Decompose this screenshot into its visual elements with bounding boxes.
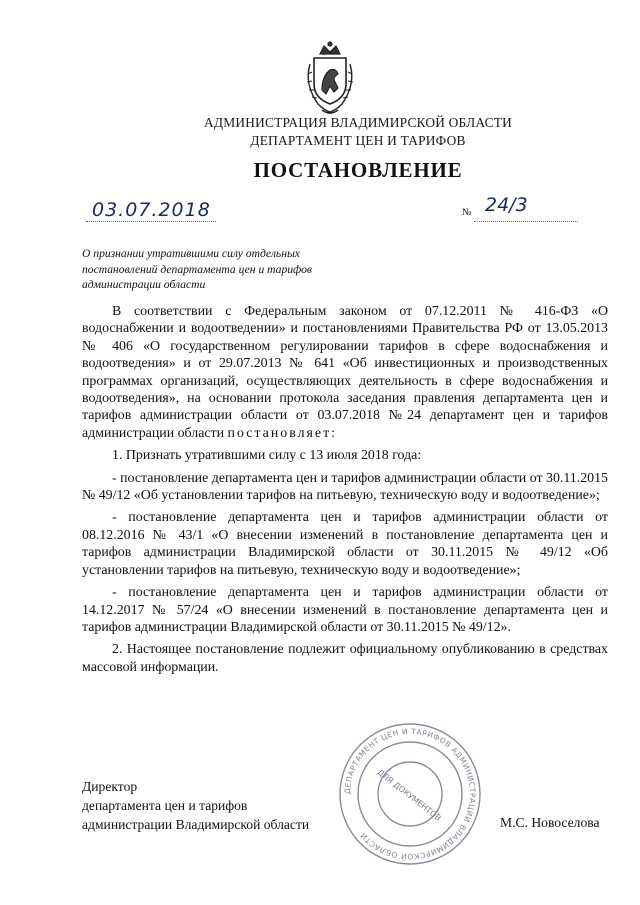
document-title: ПОСТАНОВЛЕНИЕ: [253, 158, 463, 182]
number-underline: [474, 221, 578, 223]
signatory-name: М.С. Новоселова: [500, 815, 600, 830]
signatory-line: департамента цен и тарифов: [82, 798, 248, 813]
intro-paragraph: [82, 303, 608, 442]
signatory-title: [82, 777, 309, 834]
intro-text: В соответствии с Федеральным законом от 07.12.2011 № 416-ФЗ «О водоснабжении и водоотведении» и постановлениями Правительства РФ от 13.05.2013 № 406 «О государственном регулировании тарифов в сфере водоснабжения и водоотведения» и от 29.07.2013 № 641 «Об инвестиционных и производственных программах организаций, осуществляющих деятельность в сфере водоснабжения и водоотведения», на основании протокола заседания правления департамента цен и тарифов администрации области от 03.07.2018 №24 департамент цен и тарифов администрации области: [82, 304, 608, 441]
document-number: 24/3: [485, 194, 528, 216]
subject-line: О признании утратившими силу отдельных: [82, 247, 300, 260]
subject-line: постановлений департамента цен и тарифов: [82, 262, 312, 276]
number-label: №: [462, 207, 472, 218]
bullet-paragraph: - постановление департамента цен и тарифов администрации области от 08.12.2016 № 43/1 «О внесении изменений в постановление департамента цен и тарифов администрации Владимирской области от 30.11.2015 № 49/12 «Об установлении тарифов на питьевую, техническую воду и водоотведение»;: [82, 510, 608, 578]
official-seal-icon: [335, 720, 485, 868]
signatory-line: администрации Владимирской области: [82, 817, 310, 832]
document-date: 03.07.2018: [92, 199, 211, 221]
document-body: [82, 303, 608, 681]
subject-line: администрации области: [82, 278, 206, 291]
stamp-center-text: ДЛЯ ДОКУМЕНТОВ: [375, 767, 443, 823]
org-name-line1: АДМИНИСТРАЦИЯ ВЛАДИМИРСКОЙ ОБЛАСТИ: [204, 115, 512, 130]
item-2-paragraph: 2. Настоящее постановление подлежит официальному опубликованию в средствах массовой информации.: [82, 642, 608, 675]
stamp-ring-text: ДЕПАРТАМЕНТ ЦЕН И ТАРИФОВ АДМИНИСТРАЦИИ ВЛАДИМИРСКОЙ ОБЛАСТИ: [342, 726, 478, 862]
document-subject: [82, 246, 342, 293]
bullet-paragraph: - постановление департамента цен и тарифов администрации области от 14.12.2017 № 57/24 «О внесении изменений в постановление департамента цен и тарифов администрации Владимирской области от 30.11.2015 № 49/12».: [82, 585, 608, 635]
bullet-paragraph: - постановление департамента цен и тарифов администрации области от 30.11.2015 № 49/12 «Об установлении тарифов на питьевую, техническую воду и водоотведение»;: [82, 470, 609, 504]
signatory-line: Директор: [82, 779, 138, 794]
decree-word: постановляет:: [227, 425, 337, 441]
item-1-paragraph: 1. Признать утратившими силу с 13 июля 2018 года:: [112, 448, 422, 464]
org-name-line2: ДЕПАРТАМЕНТ ЦЕН И ТАРИФОВ: [250, 133, 466, 148]
coat-of-arms-icon: [298, 40, 362, 116]
date-underline: [86, 221, 216, 223]
